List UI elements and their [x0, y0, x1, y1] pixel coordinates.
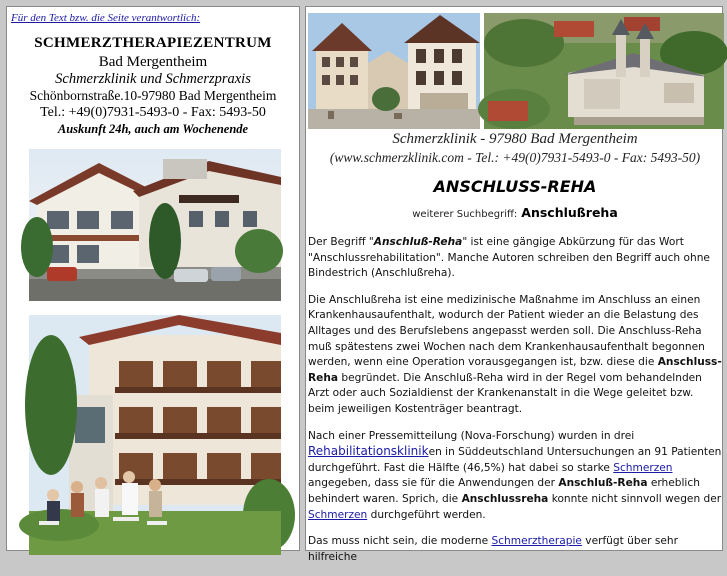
p3-text-f: durchgeführt werden. [367, 508, 486, 521]
p1-bold-term: Anschluß-Reha [373, 236, 463, 248]
paragraph-1 [308, 235, 722, 282]
schmerzen-link-1[interactable]: Schmerzen [613, 461, 673, 474]
p4-text-b: verfügt über sehr hilfreiche [308, 535, 678, 563]
schmerztherapie-link[interactable]: Schmerztherapie [491, 535, 582, 548]
page-title: ANSCHLUSS-REHA [433, 177, 597, 196]
responsible-link[interactable]: Für den Text bzw. die Seite verantwortlich: [11, 12, 201, 24]
search-term-label: weiterer Suchbegriff: [412, 209, 518, 220]
p3-text-b: en in Süddeutschland Untersuchungen an 91 Patienten durchgeführt. Fast die Hälfte (46,5%) hat dabei so starke [308, 446, 722, 474]
center-phone: Tel.: +49(0)7931-5493-0 - Fax: 5493-50 [40, 105, 266, 120]
center-hours: Auskunft 24h, auch am Wochenende [57, 122, 249, 136]
p2-text-a: Die Anschlußreha ist eine medizinische Maßnahme im Anschluss an einen Krankenhausaufenthalt, wodurch der Patient wieder an die Belastung des Alltages und des Berufslebens angepasst werden soll. Die Anschluss-Reha muß spätestens zwei Wochen nach dem Krankenhausaufenthalt begonnen werden, wenn eine Operation vorausgegangen ist, bzw. diese die [308, 293, 705, 369]
castle-aerial-photo [484, 13, 724, 129]
paragraph-2 [308, 293, 722, 418]
p1-text-a: Der Begriff " [308, 236, 374, 248]
center-city: Bad Mergentheim [98, 54, 208, 70]
town-square-photo [308, 13, 480, 129]
paragraph-4 [308, 534, 722, 565]
clinic-contact-caption: (www.schmerzklinik.com - Tel.: +49(0)7931-5493-0 - Fax: 5493-50) [329, 150, 701, 165]
p3-text-d: erheblich behindert waren. Sprich, die [308, 477, 700, 505]
p4-text-a: Das muss nicht sein, die moderne [308, 535, 492, 548]
clinic-terrace-photo [29, 315, 281, 555]
left-panel [6, 6, 300, 551]
center-name: SCHMERZTHERAPIEZENTRUM [34, 35, 272, 51]
clinic-caption: Schmerzklinik - 97980 Bad Mergentheim [392, 131, 638, 147]
search-term-line [306, 205, 724, 220]
center-address: Schönbornstraße.10-97980 Bad Mergentheim [29, 88, 277, 103]
paragraph-3 [308, 429, 722, 524]
p3-bold-term-2: Anschlussreha [461, 492, 549, 505]
right-panel [305, 6, 723, 563]
p2-bold-term: Anschluss-Reha [308, 356, 722, 384]
p3-text-e: konnte nicht sinnvoll wegen der [548, 492, 722, 505]
article-body [308, 235, 722, 576]
center-subtitle: Schmerzklinik und Schmerzpraxis [55, 71, 251, 87]
p3-text-c: angegeben, dass sie für die Anwendungen der [308, 477, 559, 490]
rehabilitationsklinik-link[interactable]: Rehabilitationsklinik [308, 444, 429, 459]
clinic-building-photo [29, 149, 281, 301]
search-term-value: Anschlußreha [521, 205, 618, 220]
p3-text-a: Nach einer Pressemitteilung (Nova-Forschung) wurden in drei [308, 429, 635, 442]
p3-bold-term-1: Anschluß-Reha [558, 477, 648, 490]
p1-text-c: " ist eine gängige Abkürzung für das Wort "Anschlussrehabilitation". Manche Autoren schreiben den Begriff auch ohne Bindestrich (Anschlußreha). [308, 236, 710, 280]
schmerzen-link-2[interactable]: Schmerzen [308, 508, 368, 521]
p2-text-c: begründet. Die Anschluß-Reha wird in der Regel vom behandelnden Arzt oder auch Sozialdienst der Krankenanstalt in die Wege geleitet bzw. beim jeweiligen Kostenträger beantragt. [308, 371, 702, 415]
